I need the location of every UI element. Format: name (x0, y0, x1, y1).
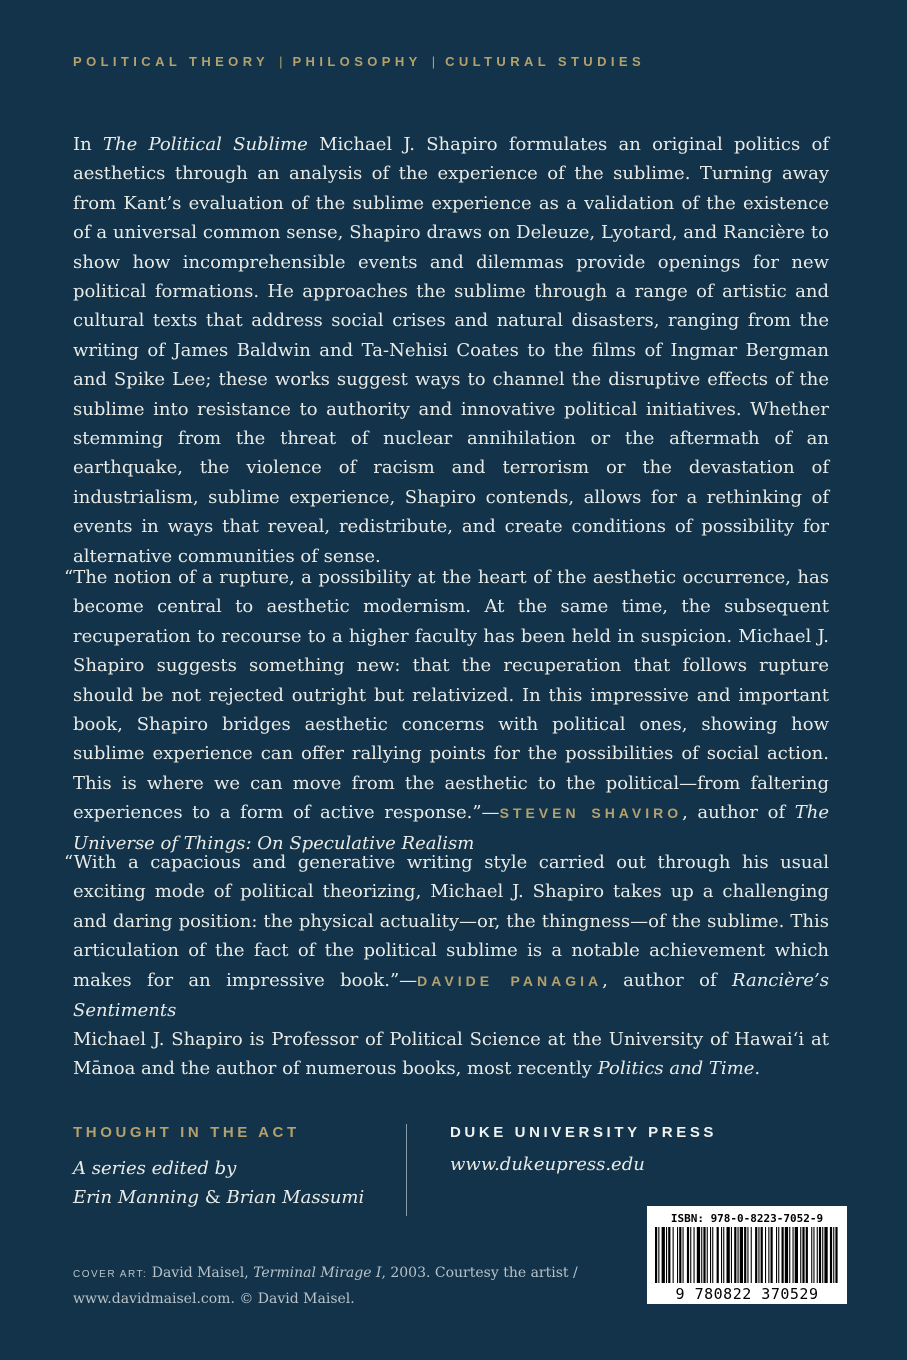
publisher-url[interactable]: www.dukeupress.edu (450, 1154, 645, 1175)
endorsement-quote-1 (64, 563, 830, 858)
author-bio (73, 1025, 829, 1084)
barcode-bar (765, 1227, 766, 1283)
endorsement-quote-2 (64, 848, 829, 1025)
isbn-label: ISBN: 978-0-8223-7052-9 (670, 1212, 824, 1225)
quote-author: STEVEN SHAVIRO (499, 805, 683, 822)
barcode-bars (651, 1227, 843, 1283)
barcode-bar (785, 1227, 788, 1283)
credit-work: Terminal Mirage I (253, 1265, 382, 1281)
barcode-bar (666, 1227, 667, 1283)
barcode-bar (813, 1227, 814, 1283)
series-line: A series edited by (73, 1158, 237, 1179)
category-separator: | (431, 54, 436, 69)
series-editors-line (73, 1183, 364, 1212)
barcode-bar (703, 1227, 705, 1283)
editor-2: Brian Massumi (226, 1187, 365, 1208)
barcode-bar (830, 1227, 832, 1283)
barcode-bar (747, 1227, 748, 1283)
barcode-bar (668, 1227, 670, 1283)
barcode-bar (731, 1227, 732, 1283)
barcode-bar (800, 1227, 801, 1283)
quote-author-work: The Universe of Things: On Speculative Realism (73, 802, 830, 854)
barcode-bar (755, 1227, 757, 1283)
barcode-bar (824, 1227, 827, 1283)
barcode-bar (782, 1227, 784, 1283)
barcode-bar (694, 1227, 695, 1283)
barcode-bar (835, 1227, 837, 1283)
barcode-bar (817, 1227, 818, 1283)
isbn-right-digits: 370529 (761, 1285, 819, 1303)
quote-author-of: , author of (682, 802, 795, 824)
barcode-bar (802, 1227, 804, 1283)
quote-text: “With a capacious and generative writing style carried out through his usual exciting mode of political theorizing, Michael J. Shapiro takes up a challenging and daring position: the physical actuality—or, the thingness—of the sublime. This articulation of the fact of the political sublime is a notable achievement which makes for an impressive book.”— (64, 852, 829, 991)
isbn-barcode (647, 1206, 847, 1304)
bio-end: . (754, 1058, 761, 1080)
blurb-text: Michael J. Shapiro formulates an original politics of aesthetics through an analysis of the experience of the sublime. Turning away from Kant’s evaluation of the sublime experience as a validation of the existence of a universal common sense, Shapiro draws on Deleuze, Lyotard, and Rancière to show how incomprehensible events and dilemmas provide openings for new political formations. He approaches the sublime through a range of artistic and cultural texts that address social crises and natural disasters, ranging from the writing of James Baldwin and Ta-Nehisi Coates to the films of Ingmar Bergman and Spike Lee; these works suggest ways to channel the disruptive effects of the sublime into resistance to authority and innovative political initiatives. Whether stemming from the threat of nuclear annihilation or the aftermath of an earthquake, the violence of racism and terrorism or the devastation of industrialism, sublime experience, Shapiro contends, allows for a rethinking of events in ways that reveal, redistribute, and create conditions of possibility for alternative communities of sense. (73, 134, 829, 567)
barcode-bar (679, 1227, 681, 1283)
barcode-bar (811, 1227, 812, 1283)
barcode-bar (734, 1227, 736, 1283)
barcode-bar (768, 1227, 769, 1283)
barcode-bar (806, 1227, 808, 1283)
editor-1: Erin Manning (73, 1187, 200, 1208)
barcode-bar (740, 1227, 743, 1283)
ampersand: & (204, 1187, 221, 1208)
barcode-bar (677, 1227, 678, 1283)
barcode-bar (658, 1227, 659, 1283)
barcode-bar (744, 1227, 746, 1283)
bio-text: Michael J. Shapiro is Professor of Political Science at the University of Hawai‘i at Mānoa and the author of numerous books, most recently (73, 1029, 829, 1080)
category-political-theory: POLITICAL THEORY (73, 54, 270, 69)
series-editors (73, 1154, 364, 1212)
category-philosophy: PHILOSOPHY (292, 54, 422, 69)
barcode-bar (819, 1227, 821, 1283)
quote-author: DAVIDE PANAGIA (417, 972, 603, 989)
category-cultural-studies: CULTURAL STUDIES (445, 54, 646, 69)
credit-rest: , 2003. Courtesy the artist / www.davidmaisel.com. © David Maisel. (73, 1265, 578, 1307)
barcode-bar (723, 1227, 724, 1283)
credit-artist: David Maisel, (147, 1265, 254, 1281)
barcode-bar (727, 1227, 730, 1283)
barcode-bar (771, 1227, 773, 1283)
barcode-bar (717, 1227, 719, 1283)
barcode-bar (721, 1227, 722, 1283)
quote-author-of: , author of (602, 969, 732, 991)
barcode-bar (697, 1227, 700, 1283)
barcode-bar (751, 1227, 752, 1283)
book-title: The Political Sublime (103, 134, 308, 155)
barcode-bar (761, 1227, 763, 1283)
cover-art-credit (73, 1261, 593, 1311)
barcode-bar (701, 1227, 702, 1283)
barcode-bar (778, 1227, 779, 1283)
book-description (73, 130, 829, 571)
barcode-bar (712, 1227, 713, 1283)
blurb-intro: In (73, 134, 103, 155)
barcode-bar (833, 1227, 834, 1283)
barcode-bar (683, 1227, 684, 1283)
barcode-bar (655, 1227, 657, 1283)
isbn-first-digit: 9 (675, 1285, 686, 1303)
category-header (73, 54, 835, 69)
barcode-bar (710, 1227, 711, 1283)
category-separator: | (279, 54, 283, 69)
series-title: THOUGHT IN THE ACT (73, 1124, 300, 1141)
barcode-bar (793, 1227, 794, 1283)
barcode-bar (707, 1227, 708, 1283)
quote-author-work: Rancière’s Sentiments (73, 969, 829, 1022)
barcode-bar (690, 1227, 691, 1283)
isbn-left-digits: 780822 (694, 1285, 752, 1303)
barcode-bar (687, 1227, 689, 1283)
barcode-bar (776, 1227, 777, 1283)
credit-label: COVER ART: (73, 1269, 148, 1280)
barcode-bar (789, 1227, 790, 1283)
quote-text: “The notion of a rupture, a possibility at the heart of the aesthetic occurrence, has become central to aesthetic modernism. At the same time, the subsequent recuperation to recourse to a higher faculty has been held in suspicion. Michael J. Shapiro suggests something new: that the recuperation that follows rupture should be not rejected outright but relativized. In this impressive and important book, Shapiro bridges aesthetic concerns with political ones, showing how sublime experience can offer rallying points for the possibilities of social action. This is where we can move from the aesthetic to the political—from faltering experiences to a form of active response.”— (64, 567, 829, 824)
barcode-bar (795, 1227, 798, 1283)
vertical-divider (406, 1124, 407, 1216)
barcode-bar (758, 1227, 759, 1283)
barcode-bar (673, 1227, 674, 1283)
barcode-bar (822, 1227, 823, 1283)
isbn-digits (647, 1285, 847, 1303)
barcode-bar (662, 1227, 665, 1283)
publisher-name: DUKE UNIVERSITY PRESS (450, 1124, 718, 1141)
bio-work: Politics and Time (597, 1058, 755, 1080)
barcode-bar (738, 1227, 739, 1283)
